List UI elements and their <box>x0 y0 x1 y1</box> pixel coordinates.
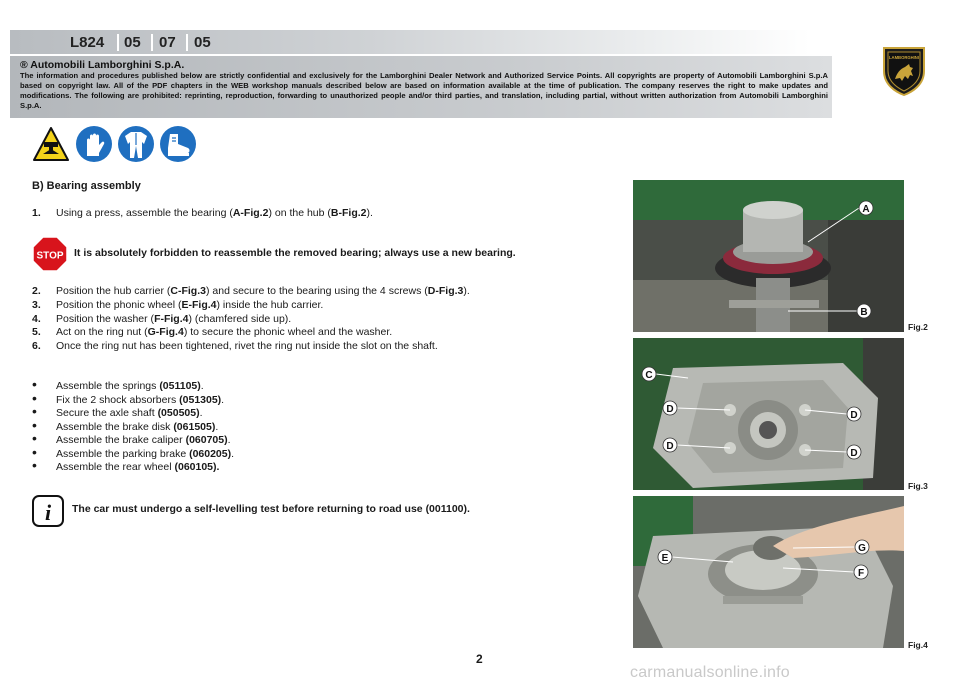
svg-text:A: A <box>862 204 870 215</box>
svg-text:C: C <box>645 370 653 381</box>
manual-code-subgroup: 07 <box>159 34 176 51</box>
callout-g <box>855 540 869 554</box>
crush-hazard-warning-icon <box>32 125 70 163</box>
callout-b <box>857 304 871 318</box>
stop-sign-icon <box>32 236 68 272</box>
procedure-step <box>32 207 373 219</box>
list-item-text: Assemble the parking brake (060205). <box>56 448 235 460</box>
manual-code-model: L824 <box>70 34 105 51</box>
bullet-glyph: • <box>32 403 37 419</box>
step-text: Position the washer (F-Fig.4) (chamfered side up). <box>56 313 292 325</box>
list-item <box>32 390 225 406</box>
svg-text:B: B <box>860 307 868 318</box>
list-item <box>32 444 235 460</box>
svg-text:F: F <box>857 568 865 579</box>
fig3-label: Fig.3 <box>908 481 928 491</box>
bullet-glyph: • <box>32 417 37 433</box>
list-item-text: Assemble the brake disk (061505). <box>56 421 219 433</box>
protective-gloves-icon <box>75 125 113 163</box>
callout-d <box>847 445 861 459</box>
svg-text:STOP: STOP <box>36 250 64 262</box>
step-number: 4. <box>32 313 41 325</box>
bullet-glyph: • <box>32 376 37 392</box>
callout-d <box>847 407 861 421</box>
svg-text:D: D <box>666 404 674 415</box>
procedure-step <box>32 326 392 338</box>
svg-text:G: G <box>858 543 866 554</box>
svg-text:i: i <box>44 500 52 525</box>
svg-text:D: D <box>850 410 858 421</box>
bullet-glyph: • <box>32 390 37 406</box>
callout-e <box>658 550 672 564</box>
list-item-text: Secure the axle shaft (050505). <box>56 407 203 419</box>
manual-code-section: 05 <box>194 34 211 51</box>
callout-d <box>663 401 677 415</box>
svg-text:D: D <box>666 441 674 452</box>
code-separator <box>151 34 153 51</box>
svg-text:E: E <box>661 553 669 564</box>
stop-warning-text: It is absolutely forbidden to reassemble the removed bearing; always use a new bearing. <box>74 247 516 259</box>
procedure-step <box>32 299 323 311</box>
step-text: Act on the ring nut (G-Fig.4) to secure the phonic wheel and the washer. <box>56 326 393 338</box>
list-item-text: Assemble the rear wheel (060105). <box>56 461 220 473</box>
procedure-step <box>32 285 470 297</box>
step-number: 5. <box>32 326 41 338</box>
list-item-text: Assemble the brake caliper (060705). <box>56 434 231 446</box>
safety-shoes-icon <box>159 125 197 163</box>
procedure-step <box>32 313 291 325</box>
list-item <box>32 403 203 419</box>
list-item <box>32 376 204 392</box>
svg-text:LAMBORGHINI: LAMBORGHINI <box>888 55 920 60</box>
callout-d <box>663 438 677 452</box>
protective-overalls-icon <box>117 125 155 163</box>
step-text: Using a press, assemble the bearing (A-Fig.2) on the hub (B-Fig.2). <box>56 207 373 219</box>
bullet-glyph: • <box>32 457 37 473</box>
lamborghini-logo-icon <box>880 45 928 97</box>
watermark: carmanualsonline.info <box>630 664 790 681</box>
section-title: B) Bearing assembly <box>32 180 141 192</box>
info-note-text: The car must undergo a self-levelling test before returning to road use (001100). <box>72 503 470 515</box>
bullet-glyph: • <box>32 430 37 446</box>
list-item <box>32 430 231 446</box>
callout-a <box>859 201 873 215</box>
fig2-label: Fig.2 <box>908 322 928 332</box>
info-icon <box>32 495 64 527</box>
step-number: 6. <box>32 340 41 352</box>
step-text: Position the phonic wheel (E-Fig.4) inside the hub carrier. <box>56 299 324 311</box>
step-text: Once the ring nut has been tightened, rivet the ring nut inside the slot on the shaft. <box>56 340 438 352</box>
notice-body: The information and procedures published below are strictly confidential and exclusively for the Lamborghini Dealer Network and Authorized Service Points. All copyrights are property of Automobili Lamborghini S.p.A based on copyright law. All of the PDF chapters in the WEB workshop manuals described below are based on information available at the time of publication. The company reserves the right to make updates and modifications. The following are prohibited: reprinting, reproduction, forwarding to unauthorized people and/or third parties, and translation, including partial, without written authorization from Automobili Lamborghini S.p.A. <box>20 71 828 110</box>
fig4-callout-layer <box>633 496 904 648</box>
list-item <box>32 457 220 473</box>
list-item-text: Fix the 2 shock absorbers (051305). <box>56 394 225 406</box>
bullet-glyph: • <box>32 444 37 460</box>
fig2-callout-layer <box>633 180 904 332</box>
step-number: 1. <box>32 207 41 219</box>
step-number: 3. <box>32 299 41 311</box>
code-separator <box>117 34 119 51</box>
notice-title: ® Automobili Lamborghini S.p.A. <box>20 59 185 71</box>
manual-code-group: 05 <box>124 34 141 51</box>
fig3-callout-layer <box>633 338 904 490</box>
code-separator <box>186 34 188 51</box>
svg-text:D: D <box>850 448 858 459</box>
fig4-label: Fig.4 <box>908 640 928 650</box>
step-number: 2. <box>32 285 41 297</box>
procedure-step <box>32 340 438 352</box>
step-text: Position the hub carrier (C-Fig.3) and secure to the bearing using the 4 screws (D-Fig.3). <box>56 285 470 297</box>
callout-f <box>854 565 868 579</box>
page-number: 2 <box>476 652 483 666</box>
callout-c <box>642 367 656 381</box>
list-item-text: Assemble the springs (051105). <box>56 380 204 392</box>
list-item <box>32 417 219 433</box>
